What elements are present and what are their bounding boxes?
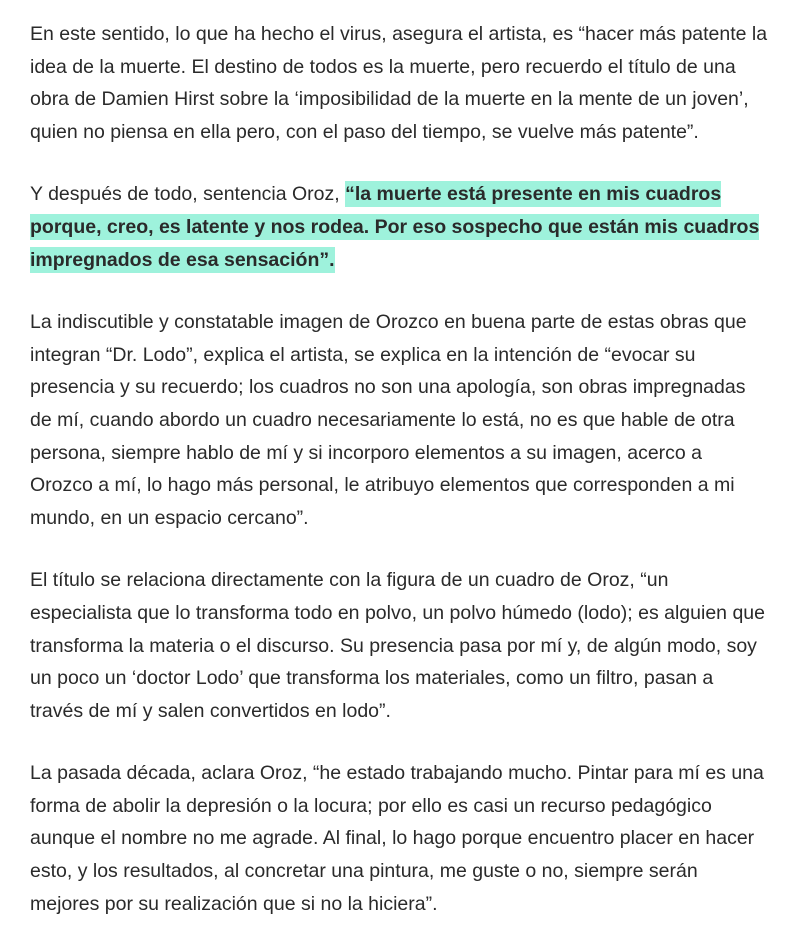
paragraph-oroz-quote: [30, 178, 770, 276]
paragraph-title-meaning: El título se relaciona directamente con la figura de un cuadro de Oroz, “un especialista que lo transforma todo en polvo, un polvo húmedo (lodo); es alguien que transforma la materia o el discurso. Su presencia pasa por mí y, de algún modo, soy un poco un ‘doctor Lodo’ que transforma los materiales, como un filtro, pasan a través de mí y salen convertidos en lodo”.: [30, 569, 765, 722]
paragraph-orozco-image: La indiscutible y constatable imagen de Orozco en buena parte de estas obras que integran “Dr. Lodo”, explica el artista, se explica en la intención de “evocar su presencia y su recuerdo; los cuadros no son una apología, son obras impregnadas de mí, cuando abordo un cuadro necesariamente lo está, no es que hable de otra persona, siempre hablo de mí y si incorporo elementos a su imagen, acerco a Orozco a mí, lo hago más personal, le atribuyo elementos que corresponden a mi mundo, en un espacio cercano”.: [30, 311, 747, 529]
highlighted-quote: “la muerte está presente en mis cuadros porque, creo, es latente y nos rodea. Por eso sospecho que están mis cuadros impregnados de esa sensación”.: [30, 183, 760, 271]
quote-lead-text: Y después de todo, sentencia Oroz,: [30, 183, 346, 206]
paragraph-virus-death: En este sentido, lo que ha hecho el virus, asegura el artista, es “hacer más patente la idea de la muerte. El destino de todos es la muerte, pero recuerdo el título de una obra de Damien Hirst sobre la ‘imposibilidad de la muerte en la mente de un joven’, quien no piensa en ella pero, con el paso del tiempo, se vuelve más patente”.: [30, 23, 768, 143]
paragraph-past-decade: La pasada década, aclara Oroz, “he estado trabajando mucho. Pintar para mí es una forma de abolir la depresión o la locura; por ello es casi un recurso pedagógico aunque el nombre no me agrade. Al final, lo hago porque encuentro placer en hacer esto, y los resultados, al concretar una pintura, me guste o no, siempre serán mejores por su realización que si no la hiciera”.: [30, 762, 764, 915]
